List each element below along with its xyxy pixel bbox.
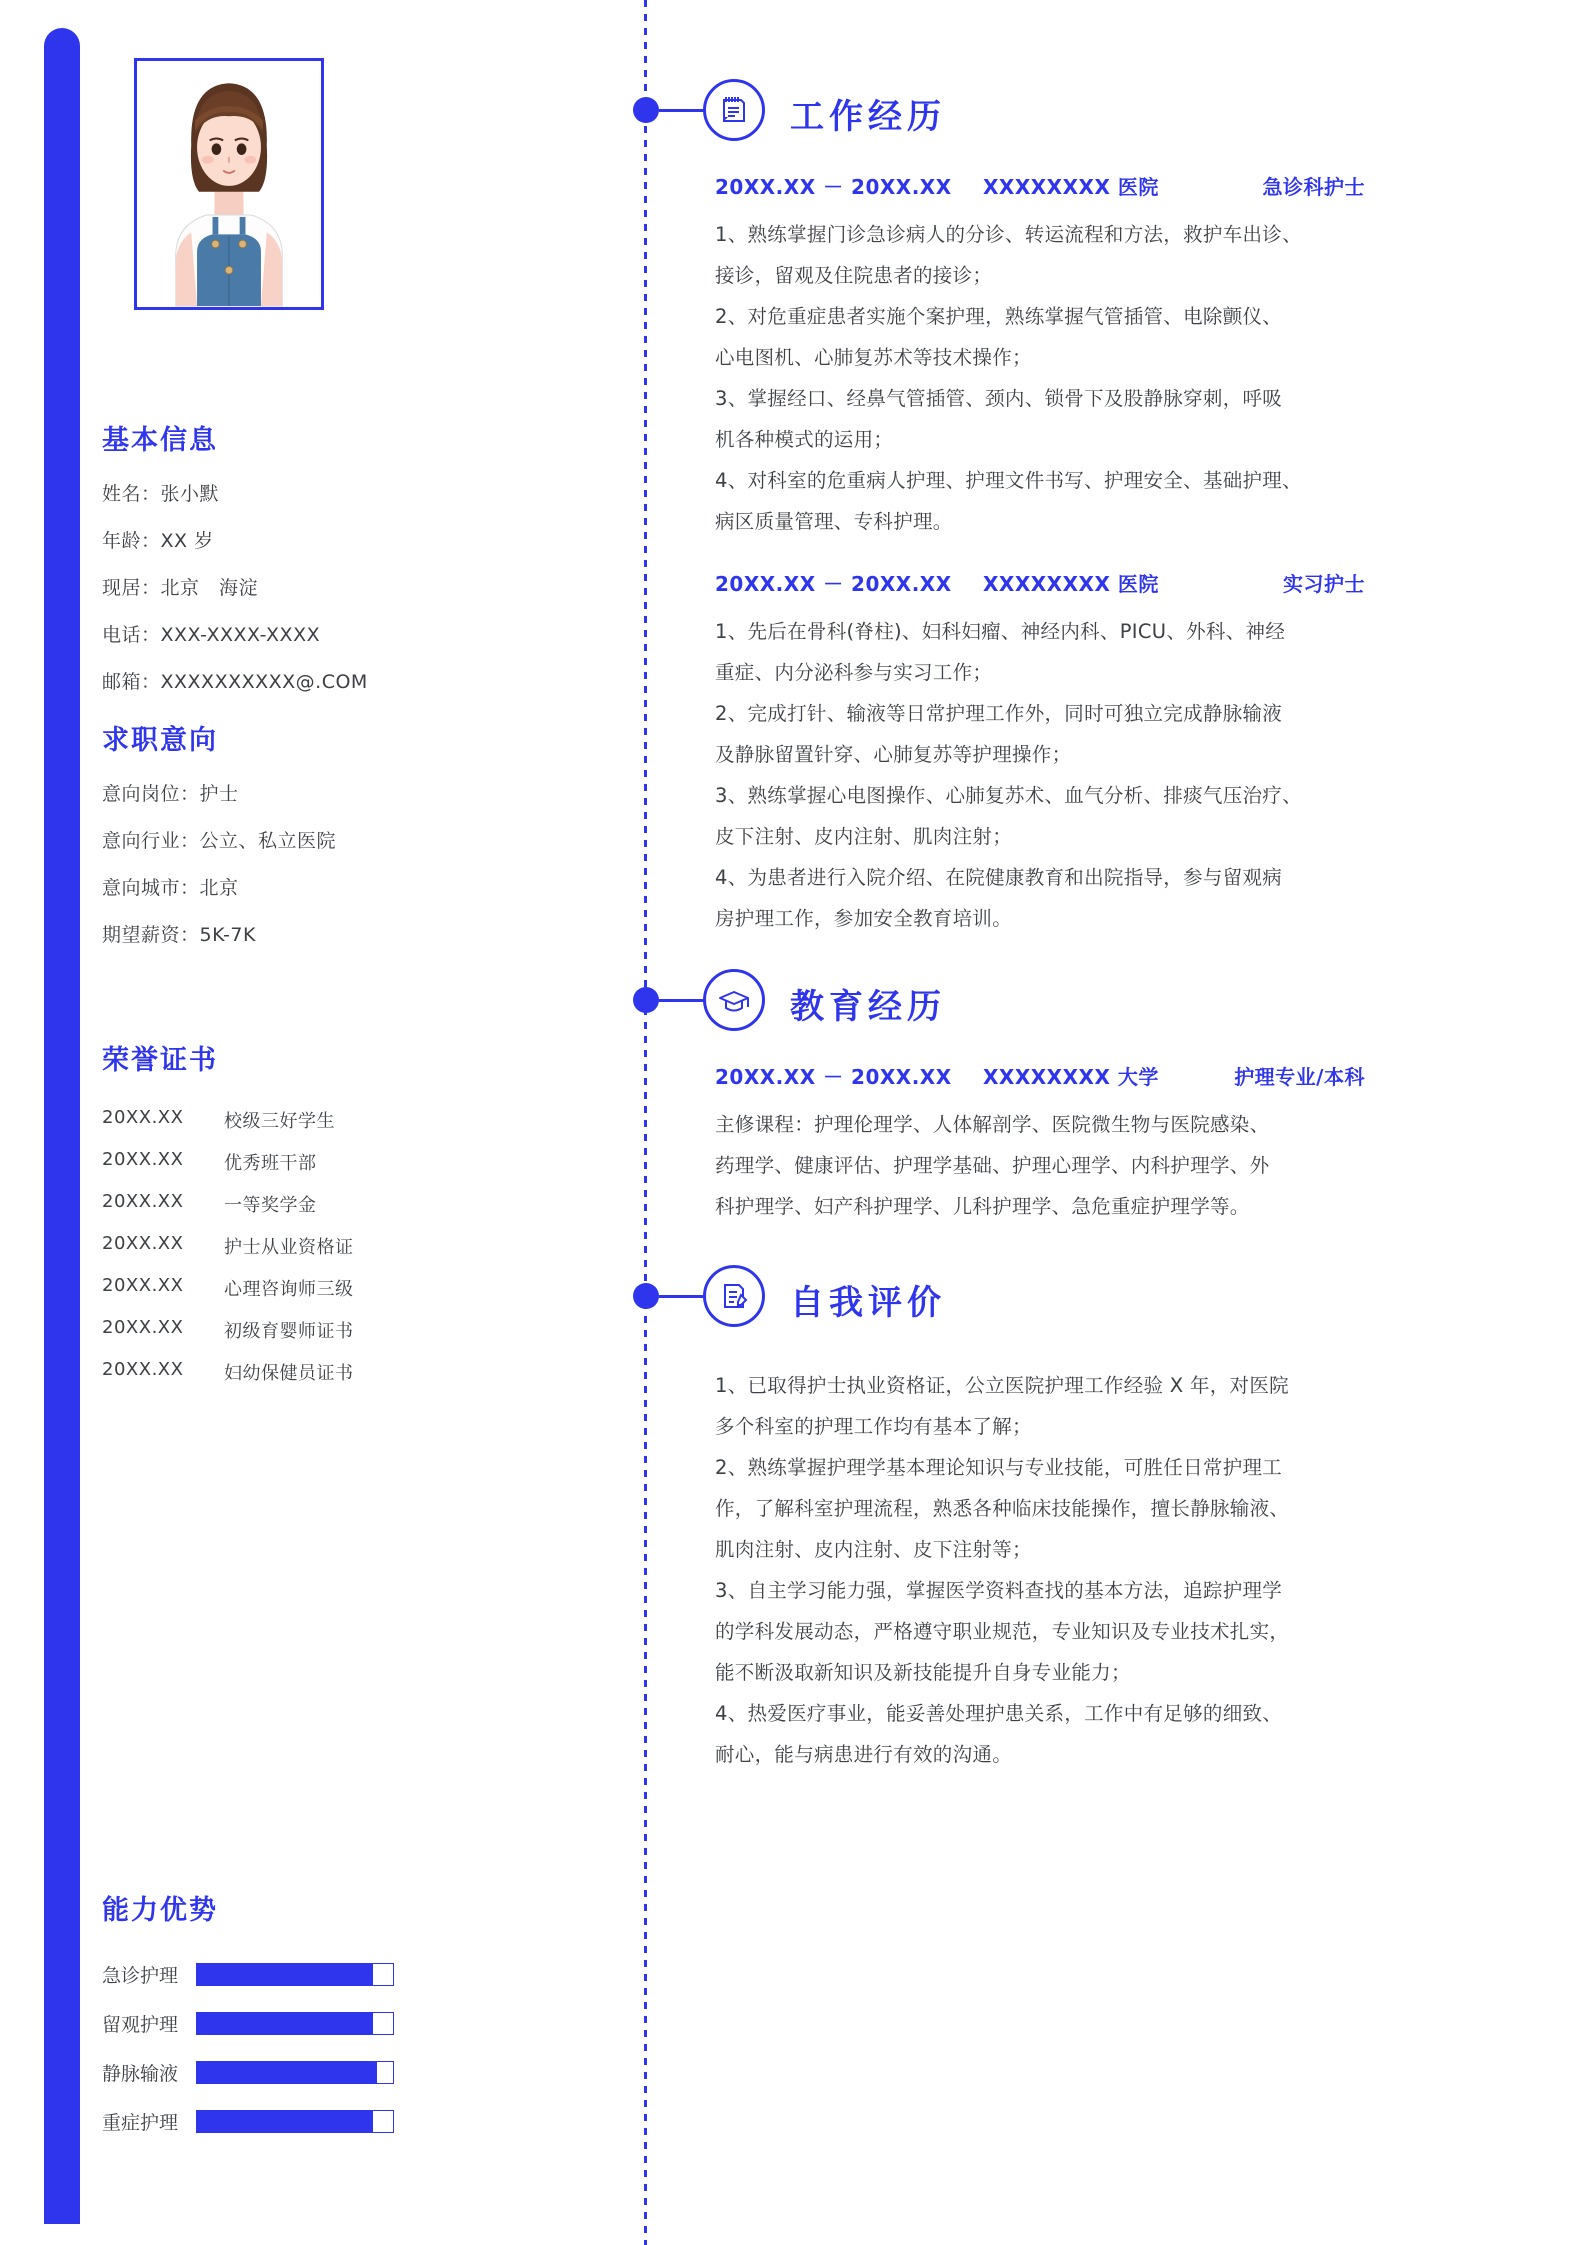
portrait-illustration: [137, 61, 321, 307]
education-entry-header: [715, 1061, 1495, 1090]
honor-item: [102, 1149, 354, 1175]
body-line: 1、已取得护士执业资格证，公立医院护理工作经验 X 年，对医院: [715, 1374, 1289, 1397]
body-line: 多个科室的护理工作均有基本了解；: [715, 1415, 1032, 1438]
work-entry-body: [715, 214, 1495, 542]
honor-name: 护士从业资格证: [224, 1237, 354, 1258]
honor-name: 心理咨询师三级: [224, 1279, 354, 1300]
timeline-connector: [659, 109, 705, 112]
honor-date: 20XX.XX: [102, 1233, 184, 1254]
body-line: 1、先后在骨科(脊柱)、妇科妇瘤、神经内科、PICU、外科、神经: [715, 620, 1286, 643]
section-title-work: 工作经历: [790, 97, 946, 137]
honor-date: 20XX.XX: [102, 1359, 184, 1380]
body-line: 机各种模式的运用；: [715, 428, 894, 451]
honor-name: 校级三好学生: [224, 1111, 335, 1132]
notepad-icon: [703, 79, 765, 141]
body-line: 重症、内分泌科参与实习工作；: [715, 661, 993, 684]
skills-heading: 能力优势: [102, 1895, 218, 1926]
skill-progress-fill: [197, 2013, 373, 2034]
section-header-education: [620, 965, 1520, 1035]
education-entry-body: [715, 1104, 1495, 1227]
timeline-dot: [633, 987, 659, 1013]
body-line: 药理学、健康评估、护理学基础、护理心理学、内科护理学、外: [715, 1154, 1270, 1177]
timeline-dot: [633, 1283, 659, 1309]
edit-document-icon: [703, 1265, 765, 1327]
skill-item: [102, 2108, 394, 2135]
honor-name: 一等奖学金: [224, 1195, 317, 1216]
skill-progress-fill: [197, 1964, 373, 1985]
body-line: 房护理工作，参加安全教育培训。: [715, 907, 1013, 930]
entry-role: 实习护士: [1283, 572, 1365, 596]
body-line: 接诊，留观及住院患者的接诊；: [715, 264, 993, 287]
avatar: [134, 58, 324, 310]
skill-progress-fill: [197, 2111, 373, 2132]
work-entry-body: [715, 611, 1495, 939]
skill-progress-track: [196, 2012, 394, 2035]
honors-block: [102, 1038, 354, 1401]
honor-item: [102, 1275, 354, 1301]
body-line: 4、对科室的危重病人护理、护理文件书写、护理安全、基础护理、: [715, 469, 1302, 492]
basic-info-city: 现居：北京 海淀: [102, 577, 259, 599]
skill-item: [102, 1961, 394, 1988]
job-intention-salary: 期望薪资：5K-7K: [102, 924, 256, 946]
skill-progress-track: [196, 2110, 394, 2133]
body-line: 病区质量管理、专科护理。: [715, 510, 953, 533]
job-intention-industry: 意向行业：公立、私立医院: [102, 830, 337, 852]
education-entry: [715, 1061, 1495, 1227]
honor-date: 20XX.XX: [102, 1107, 184, 1128]
basic-info-name: 姓名：张小默: [102, 483, 220, 505]
sidebar: [96, 0, 426, 2245]
skill-progress-track: [196, 1963, 394, 1986]
body-line: 科护理学、妇产科护理学、儿科护理学、急危重症护理学等。: [715, 1195, 1250, 1218]
body-line: 皮下注射、皮内注射、肌肉注射；: [715, 825, 1013, 848]
honor-item: [102, 1233, 354, 1259]
basic-info-block: [102, 418, 368, 714]
honor-date: 20XX.XX: [102, 1191, 184, 1212]
main-content: [620, 0, 1520, 1775]
work-entry-header: [715, 568, 1495, 597]
honor-item: [102, 1317, 354, 1343]
body-line: 4、热爱医疗事业，能妥善处理护患关系，工作中有足够的细致、: [715, 1702, 1283, 1725]
self-evaluation-body: [715, 1365, 1495, 1775]
honor-item: [102, 1191, 354, 1217]
body-line: 的学科发展动态，严格遵守职业规范，专业知识及专业技术扎实，: [715, 1620, 1290, 1643]
timeline-connector: [659, 1295, 705, 1298]
basic-info-email: 邮箱：XXXXXXXXXX@.COM: [102, 671, 368, 693]
body-line: 2、完成打针、输液等日常护理工作外，同时可独立完成静脉输液: [715, 702, 1283, 725]
work-entry-header: [715, 171, 1495, 200]
entry-organization: XXXXXXXX 医院: [983, 175, 1159, 199]
body-line: 1、熟练掌握门诊急诊病人的分诊、转运流程和方法，救护车出诊、: [715, 223, 1302, 246]
skill-item: [102, 2059, 394, 2086]
skill-label: 急诊护理: [102, 1965, 179, 1987]
section-title-education: 教育经历: [790, 987, 946, 1027]
skill-progress-fill: [197, 2062, 377, 2083]
job-intention-position: 意向岗位：护士: [102, 783, 239, 805]
skill-label: 静脉输液: [102, 2063, 179, 2085]
section-header-self-evaluation: [620, 1261, 1520, 1331]
entry-date: 20XX.XX － 20XX.XX: [715, 572, 952, 596]
timeline-dot: [633, 97, 659, 123]
skill-label: 重症护理: [102, 2112, 179, 2134]
self-evaluation-entries: [620, 1365, 1520, 1775]
body-line: 2、熟练掌握护理学基本理论知识与专业技能，可胜任日常护理工: [715, 1456, 1283, 1479]
entry-organization: XXXXXXXX 大学: [983, 1065, 1159, 1089]
body-line: 主修课程：护理伦理学、人体解剖学、医院微生物与医院感染、: [715, 1113, 1270, 1136]
body-line: 3、掌握经口、经鼻气管插管、颈内、锁骨下及股静脉穿刺，呼吸: [715, 387, 1283, 410]
body-line: 2、对危重症患者实施个案护理，熟练掌握气管插管、电除颤仪、: [715, 305, 1283, 328]
timeline-connector: [659, 999, 705, 1002]
body-line: 肌肉注射、皮内注射、皮下注射等；: [715, 1538, 1032, 1561]
entry-role: 急诊科护士: [1262, 175, 1365, 199]
entry-date: 20XX.XX － 20XX.XX: [715, 175, 952, 199]
job-intention-block: [102, 718, 336, 967]
work-entry: [715, 171, 1495, 542]
section-header-work: [620, 75, 1520, 145]
skills-block: [102, 1888, 394, 2157]
body-line: 心电图机、心肺复苏术等技术操作；: [715, 346, 1032, 369]
entry-role: 护理专业/本科: [1234, 1065, 1365, 1089]
work-entry: [715, 568, 1495, 939]
work-entries: [620, 171, 1520, 939]
body-line: 及静脉留置针穿、心肺复苏等护理操作；: [715, 743, 1072, 766]
body-line: 能不断汲取新知识及新技能提升自身专业能力；: [715, 1661, 1131, 1684]
honor-name: 初级育婴师证书: [224, 1321, 354, 1342]
self-evaluation-entry: [715, 1365, 1495, 1775]
job-intention-heading: 求职意向: [102, 725, 218, 756]
job-intention-city: 意向城市：北京: [102, 877, 239, 899]
honor-item: [102, 1107, 354, 1133]
decorative-left-bar: [44, 28, 80, 2224]
graduation-cap-icon: [703, 969, 765, 1031]
skill-label: 留观护理: [102, 2014, 179, 2036]
entry-date: 20XX.XX － 20XX.XX: [715, 1065, 952, 1089]
section-title-self-evaluation: 自我评价: [790, 1283, 946, 1323]
basic-info-phone: 电话：XXX-XXXX-XXXX: [102, 624, 321, 646]
honor-date: 20XX.XX: [102, 1317, 184, 1338]
honor-name: 妇幼保健员证书: [224, 1363, 354, 1384]
honor-name: 优秀班干部: [224, 1153, 317, 1174]
body-line: 3、熟练掌握心电图操作、心肺复苏术、血气分析、排痰气压治疗、: [715, 784, 1302, 807]
skill-item: [102, 2010, 394, 2037]
honor-date: 20XX.XX: [102, 1149, 184, 1170]
body-line: 作，了解科室护理流程，熟悉各种临床技能操作，擅长静脉输液、: [715, 1497, 1290, 1520]
honor-date: 20XX.XX: [102, 1275, 184, 1296]
entry-organization: XXXXXXXX 医院: [983, 572, 1159, 596]
honors-heading: 荣誉证书: [102, 1045, 218, 1076]
education-entries: [620, 1061, 1520, 1227]
skill-progress-track: [196, 2061, 394, 2084]
body-line: 4、为患者进行入院介绍、在院健康教育和出院指导，参与留观病: [715, 866, 1283, 889]
body-line: 耐心，能与病患进行有效的沟通。: [715, 1743, 1013, 1766]
basic-info-age: 年龄：XX 岁: [102, 530, 214, 552]
honor-item: [102, 1359, 354, 1385]
basic-info-heading: 基本信息: [102, 425, 218, 456]
body-line: 3、自主学习能力强，掌握医学资料查找的基本方法，追踪护理学: [715, 1579, 1283, 1602]
